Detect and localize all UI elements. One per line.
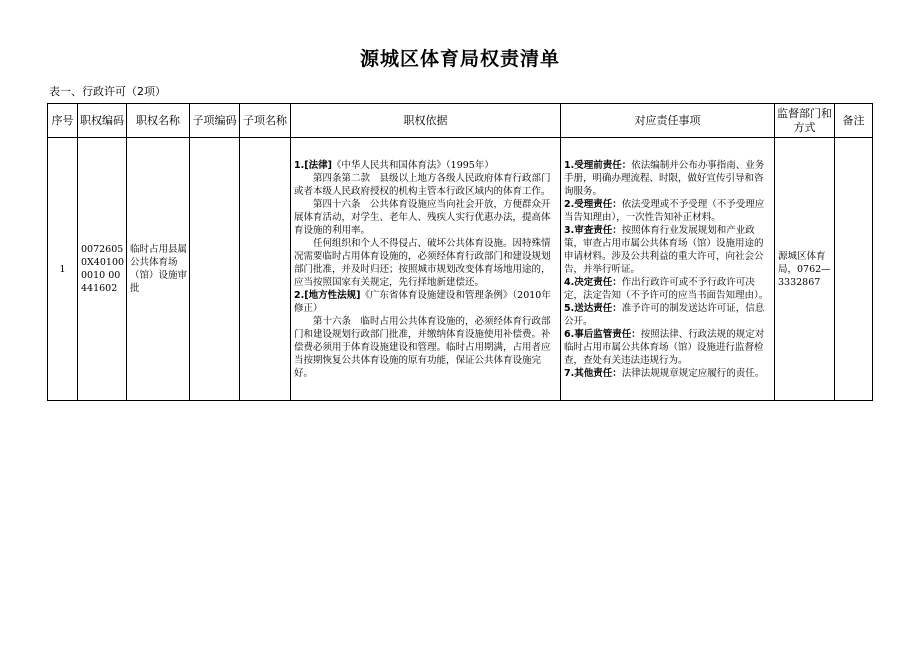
header-seq: 序号 [48, 104, 78, 138]
duty-item: 6.事后监管责任：按照法律、行政法规的规定对临时占用市属公共体育场（馆）设施进行监督检查，查处有关违法违规行为。 [564, 328, 765, 366]
table-row [48, 138, 873, 401]
header-code: 职权编码 [78, 104, 127, 138]
duty-item: 5.送达责任：准予许可的制发送达许可证，信息公开。 [564, 302, 765, 327]
cell-seq: 1 [48, 138, 78, 401]
header-row [48, 104, 873, 138]
header-dept: 监督部门和方式 [775, 104, 835, 138]
cell-name: 临时占用县属公共体育场（馆）设施审批 [127, 138, 190, 401]
header-sub-code: 子项编码 [190, 104, 240, 138]
cell-basis [291, 138, 561, 401]
basis-law1-clause: 第四十六条 公共体育设施应当向社会开放，方便群众开展体育活动，对学生、老年人、残疾人实行优惠办法，提高体育设施的利用率。 [294, 198, 551, 236]
header-duties: 对应责任事项 [561, 104, 775, 138]
duty-item: 4.决定责任：作出行政许可或不予行政许可决定，法定告知（不予许可的应当书面告知理由）。 [564, 276, 769, 301]
basis-law1-clause: 任何组织和个人不得侵占、破坏公共体育设施。因特殊情况需要临时占用体育设施的，必须经体育行政部门和建设规划部门批准，并及时归还；按照城市规划改变体育场地用途的，应当按照国家有关规定，先行择地新建偿还。 [294, 237, 551, 288]
basis-law2-heading: 2.[地方性法规]《广东省体育设施建设和管理条例》（2010年修正） [294, 289, 551, 314]
duty-item: 2.受理责任：依法受理或不予受理（不予受理应当告知理由），一次性告知补正材料。 [564, 198, 765, 223]
cell-duties [561, 138, 775, 401]
basis-law1-clause: 第四条第二款 县级以上地方各级人民政府体育行政部门或者本级人民政府授权的机构主管本行政区域内的体育工作。 [294, 172, 551, 197]
table-subtitle: 表一、行政许可（2项） [49, 85, 166, 98]
basis-law1-heading: 1.[法律]《中华人民共和国体育法》（1995年） [294, 159, 494, 171]
cell-dept: 源城区体育局，0762—3332867 [775, 138, 835, 401]
power-list-table [47, 103, 873, 401]
header-name: 职权名称 [127, 104, 190, 138]
cell-sub-name [240, 138, 291, 401]
duty-item: 3.审查责任：按照体育行业发展规划和产业政策，审查占用市属公共体育场（馆）设施用途的申请材料。涉及公共利益的重大许可，向社会公告，并举行听证。 [564, 224, 764, 275]
header-sub-name: 子项名称 [240, 104, 291, 138]
duty-item: 1.受理前责任：依法编制并公布办事指南、业务手册，明确办理流程、时限，做好宣传引导和咨询服务。 [564, 159, 765, 197]
basis-law2-clause: 第十六条 临时占用公共体育设施的，必须经体育行政部门和建设规划行政部门批准，并缴纳体育设施使用补偿费。补偿费必须用于体育设施建设和管理。临时占用期满，占用者应当按期恢复公共体育设施的原有功能，保证公共体育设施完好。 [294, 315, 551, 379]
header-note: 备注 [835, 104, 873, 138]
page-title: 源城区体育局权责清单 [359, 48, 560, 70]
duty-item: 7.其他责任：法律法规规章规定应履行的责任。 [564, 367, 765, 379]
header-basis: 职权依据 [291, 104, 561, 138]
cell-sub-code [190, 138, 240, 401]
cell-code: 00726050X401000010 00441602 [78, 138, 127, 401]
cell-note [835, 138, 873, 401]
